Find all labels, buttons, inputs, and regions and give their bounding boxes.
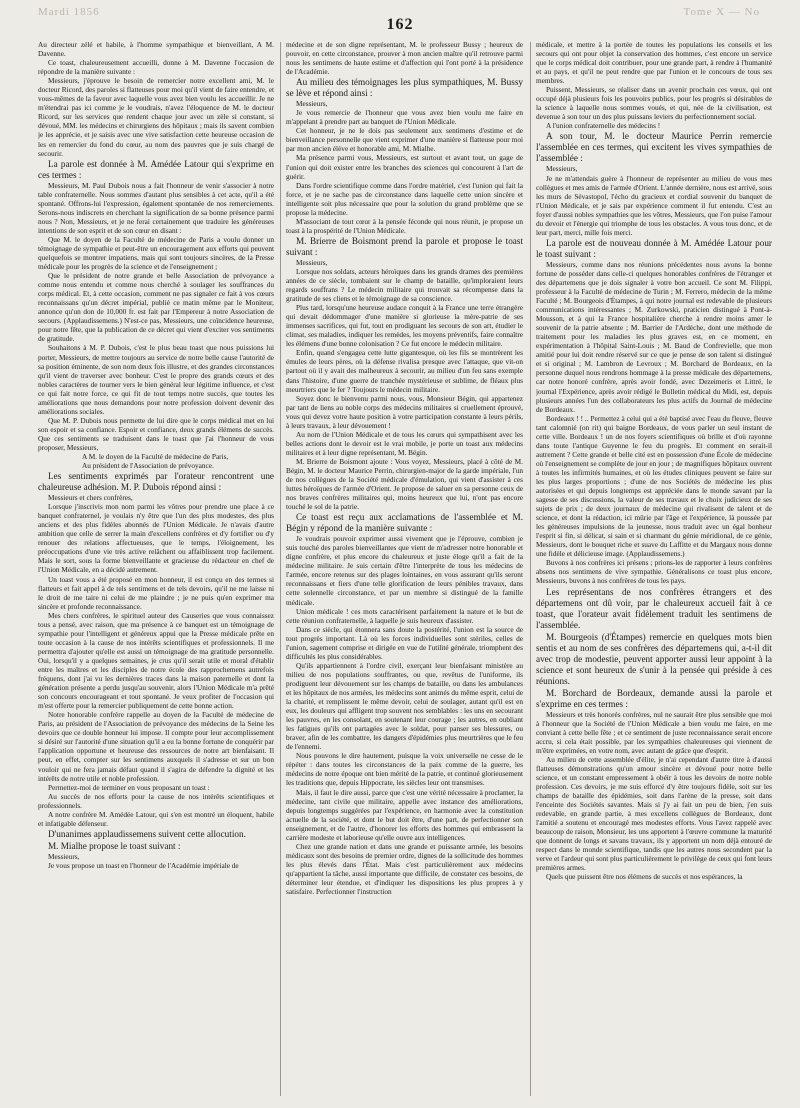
bleed-through-text-right: Tome X — No — [683, 6, 760, 18]
text-column-3 — [536, 40, 772, 1100]
paragraph: Que M. P. Dubois nous permette de lui dire que le corps médical met en lui son espoir et sa confiance. Espoir et confiance, deux grands élémens de succès. Que ces sentiments se traduisent dans le toast que j'ai l'honneur de vous proposer, Messieurs, — [38, 415, 274, 452]
paragraph: Messieurs, — [48, 851, 80, 861]
paragraph: Messieurs, — [296, 99, 328, 109]
paragraph: Messieurs et très honorés confrères, nul ne saurait être plus sensible que moi à l'honneur que la Société de l'Union Médicale a bien voulu me faire, en me conviant à cette belle fête ; et ce sentiment de juste reconnaissance serait encore accru, si cela était possible, par les sympathies chaleureuses qui viennent de m'être exprimées, en votre nom, avec autant de grâce que d'esprit. — [536, 709, 772, 755]
paragraph: Notre honorable confrère rappelle au doyen de la Faculté de médecine de Paris, au président de l'Association de prévoyance des médecins de la Seine les devoirs que ce double honneur lui impose. Il compte pour leur accomplissement si désiré sur l'autorité d'une situation qu'il a eu la bonne fortune de conquérir par l'application opportune et heureuse des ressources de notre art bienfaisant. Il peut, en effet, compter sur les sentimens auxquels il s'adresse et sur un bon vouloir qui ne fera jamais défaut quand il s'agira de défendre la dignité et les intérêts de notre utile et noble profession. — [38, 710, 274, 783]
paragraph: Enfin, quand s'engagea cette lutte gigantesque, où les fils se montrèrent les émules de leurs pères, où la défense rivalisa presque avec l'attaque, que vit-on partout où il y avait des malheureux à secourir, au milieu d'un feu sans exemple dans l'histoire, d'une guerre de tranchée mystérieuse et sublime, de fléaux plus meurtriers que le fer ? Toujours le médecin militaire. — [286, 348, 523, 394]
paragraph: Mais, il faut le dire aussi, parce que c'est une vérité nécessaire à proclamer, la médecine, tant civile que militaire, appelle avec instance des améliorations, depuis longtemps suggérées par l'expérience, en harmonie avec la constitution actuelle de la société, et dont le but doit être, d'une part, de perfectionner son enseignement, et de l'autre, d'honorer les efforts des hommes qui embrassent la carrière modeste et laborieuse qu'elle ouvre aux intelligences. — [286, 787, 523, 842]
paragraph: Je vous remercie de l'honneur que vous avez bien voulu me faire en m'appelant à prendre part au banquet de l'Union Médicale. — [286, 108, 523, 127]
paragraph: Je vous propose un toast en l'honneur de l'Académie impériale de — [48, 860, 239, 870]
paragraph: Cet honneur, je ne le dois pas seulement aux sentimens d'estime et de bienveillance personnelle que vient exprimer d'une manière si flatteuse pour moi par mon ancien élève et honorable ami, M. Mialhe. — [286, 126, 523, 154]
speaker-intro: Les sentiments exprimés par l'orateur rencontrent une chaleureuse adhésion. M. P. Dubois répond ainsi : — [38, 471, 274, 493]
speaker-intro: M. Brierre de Boismont prend la parole et propose le toast suivant : — [286, 235, 523, 257]
paragraph: Ma présence parmi vous, Messieurs, est surtout et avant tout, un gage de l'union qui doit exister entre les branches des sciences qui concourent à l'art de guérir. — [286, 153, 523, 181]
paragraph: Messieurs et chers confrères, — [48, 493, 133, 503]
paragraph: Messieurs, j'éprouve le besoin de remercier notre excellent ami, M. le docteur Ricord, des paroles si flatteuses pour moi qu'il vient de faire entendre, et vous-mêmes de la faveur avec laquelle vous avez bien voulu les accueillir. Je ne m'étendrai pas ici comme je le voudrais, n'avez l'éloquence de M. le docteur Ricord, sur les services que rendent chaque jour avec un zèle si constant, si dévoué, MM. les médecins et chirurgiens des hôpitaux ; mais ils savent combien je les apprécie, et je saisis avec une vive satisfaction cette heureuse occasion de les en remercier du fond du cœur, au nom des pauvres que je suis chargé de secourir. — [38, 76, 274, 158]
paragraph: Nous pouvons le dire hautement, puisque la voix universelle ne cesse de le répéter : dans toutes les circonstances de la paix comme de la guerre, les médecins de notre époque ont bien mérité de la patrie, et continué glorieusement les traditions que, depuis Hippocrate, les siècles leur ont transmises. — [286, 751, 523, 788]
paragraph: Dans ce siècle, qui étonnera sans doute la postérité, l'union est la source de tout progrès important. Là où les forces individuelles sont stériles, celles de l'union, sagement comprise et dirigée en vue de l'utilité générale, triomphent des difficultés les plus considérables. — [286, 624, 523, 661]
paragraph: Soyez donc le bienvenu parmi nous, vous, Monsieur Bégin, qui appartenez par tant de liens au noble corps des médecins militaires si cruellement éprouvé, vous qui devez votre haute position à votre participation constante à leurs périls, à leurs travaux, à leur dévouement ! — [286, 393, 523, 430]
speaker-intro: Les représentans de nos confrères étrangers et des départemens ont dû voir, par le chaleureux accueil fait à ce toast, que l'orateur avait fidèlement traduit les sentimens de l'assemblée. — [536, 586, 772, 630]
text-column-1 — [38, 40, 274, 1100]
paragraph: Je voudrais pouvoir exprimer aussi vivement que je l'éprouve, combien je suis touché des paroles bienveillantes que vient de m'adresser notre honorable et digne confrère, et plus encore du chaleureux et juste éloge qu'il a fait de la médecine militaire. Je suis certain d'être l'interprète de tous les médecins de l'armée, encore retenus sur des plages lointaines, en vous assurant qu'ils seront reconnaissans et fiers d'une telle glorification de leurs pénibles travaux, dans cette solennelle circonstance, et par un membre si distingué de la famille médicale. — [286, 534, 523, 607]
paragraph: Je ne m'attendais guère à l'honneur de représenter au milieu de vous mes collègues et mes amis de l'armée d'Orient. L'année dernière, nous est arrivé, sous les murs de Sévastopol, l'écho du gracieux et cordial souvenir du banquet de l'Union Médicale, et je sais par expérience comment il fut entendu. C'est au foyer d'aussi nobles sympathies que les vôtres, Messieurs, que l'on puise l'amour du devoir et l'énergie qui triomphe de tous les obstacles. A vous tous donc, et de leur part, merci, mille fois merci. — [536, 173, 772, 237]
paragraph: Qu'ils appartiennent à l'ordre civil, exerçant leur bienfaisant ministère au milieu de nos populations souffrantes, ou que, revêtus de l'uniforme, ils prodiguent leur dévouement sur les champs de bataille, ou dans les ambulances et les hôpitaux de nos armées, les médecins sont animés du même esprit, celui de la charité, et remplissent le même devoir, celui de soulager, autant qu'il est en eux, les douleurs qui affligent trop souvent nos semblables : les uns en secourant les pauvres, en les consolant, en soutenant leur courage ; les autres, en oubliant les fatigues qu'ils ont partagées avec le soldat, pour panser ses blessures, ou braver, afin de les combattre, les dangers d'épidémies plus meurtrières que le feu de l'ennemi. — [286, 660, 523, 752]
paragraph: Au milieu de cette assemblée d'élite, je n'ai cependant d'autre titre à d'aussi flatteuses démonstrations qu'un amour sincère et dévoué pour notre belle science, et un constant empressement à obéir à tous les devoirs de notre noble profession. Ces devoirs, je me suis efforcé d'y être toujours fidèle, soit sur les champs de bataille des épidémies, soit dans l'arène de la presse, soit dans l'enceinte des Sociétés savantes. Mais si j'y ai fait un peu de bien, j'en suis redevable, en grande partie, à mes excellens collègues de Bordeaux, dont l'amitié a soutenu et encouragé mes modestes efforts. Vous l'avez rappelé avec beaucoup de raison, Monsieur, les uns apportent à l'œuvre commune la maturité que donnent de longs et savans travaux, ils y apportent un nom déjà entouré de respect dans le monde scientifique, tandis que les autres nous secondent par la verve et l'ardeur qui sont plus particulièrement le privilège de ceux qui font leurs premières armes. — [536, 754, 772, 873]
paragraph: Plus tard, lorsqu'une heureuse audace conquit à la France une terre étrangère qui devait dédommager d'une manière si glorieuse la mère-patrie de ses immenses sacrifices, qui fut, tout en prodiguant les secours de son art, étudier le climat, ses maladies, indiquer les remèdes, les moyens préventifs, faire connaître les élémens d'une bonne colonisation ? Ce fut encore le médecin militaire. — [286, 303, 523, 349]
toast-dedication: A M. le doyen de la Faculté de médecine de Paris, — [82, 452, 229, 462]
paragraph: Que M. le doyen de la Faculté de médecine de Paris a voulu donner un témoignage de sympathie et peut-être un encouragement aux efforts qui peuvent quelquefois se montrer impatiens, mais qui sont toujours sincères, de la Presse médicale pour les progrès de la science et de l'enseignement ; — [38, 234, 274, 272]
speaker-intro: M. Borchard de Bordeaux, demande aussi la parole et s'exprime en ces termes : — [536, 687, 772, 709]
paragraph: Que le président de notre grande et belle Association de prévoyance a comme nous entendu et comme nous cherché à soulager les souffrances du corps médical. Et, à cette occasion, comment ne pas signaler ce fait à vos cœurs reconnaissans qu'un décret impérial, publié ce matin même par le Moniteur, annonce qu'un don de 10,000 fr. est fait par l'Empereur à notre Association de secours. (Applaudissemens.) N'est-ce pas, Messieurs, une coïncidence heureuse, pour notre fête, que la publication de ce décret qui vient d'exciter vos sentiments de gratitude. — [38, 271, 274, 344]
paragraph: Ce toast, chaleureusement accueilli, donne à M. Davenne l'occasion de répondre de la manière suivante : — [38, 58, 274, 77]
speaker-intro: La parole est de nouveau donnée à M. Amédée Latour pour le toast suivant : — [536, 237, 772, 259]
column-rule — [530, 42, 531, 1096]
speaker-intro: Au milieu des témoignages les plus sympathiques, M. Bussy se lève et répond ainsi : — [286, 77, 523, 99]
speaker-intro: M. Mialhe propose le toast suivant : — [48, 840, 181, 851]
paragraph: Messieurs, — [546, 164, 578, 174]
paragraph: Puissent, Messieurs, se réaliser dans un avenir prochain ces vœux, qui ont occupé déjà plusieurs fois les pouvoirs publics, pour les progrès si désirables de la science à laquelle nous sommes voués, et qui, née de la civilisation, est devenue à son tour un des plus puissans leviers du perfectionnement social. — [536, 85, 772, 122]
paragraph: Bordeaux ! ! .. Permettez à celui qui a été baptisé avec l'eau du fleuve, fleuve tant calomnié (on rit) qui baigne Bordeaux, de vous parler un seul instant de cette ville. Bordeaux ! un de nos foyers scientifiques où brille et d'où rayonne dans toute l'antique Guyenne le feu du progrès. Et comment en serait-il autrement ? Cette grande et belle cité est en possession d'une École de médecine où l'enseignement se complète de jour en jour ; de magnifiques hôpitaux ouvrent à toutes les infirmités humaines, et où les études cliniques peuvent se faire sur les plus larges proportions ; d'une de nos Sociétés de médecine les plus autorisées et qui depuis longtemps est appréciée dans le monde savant par la sagesse de ses discussions, la valeur de ses travaux et le choix judicieux de ses sujets de prix ; de deux journaux de médecine qui rivalisent de talent et de science, et dont la rédaction, ici mûrie par l'âge et l'expérience, là poussée par les généreuses impulsions de la jeunesse, nous traduit avec un égal bonheur l'esprit si fin, si délicat, si sain et si charmant du génie méridional, de ce génie, Messieurs, dont le bouquet riche et suave du Laffitte et du Margaux nous donne une fidèle et délicieuse image. (Applaudissemens.) — [536, 413, 772, 559]
paragraph: Quels que puissent être nos élémens de succès et nos espérances, la — [546, 872, 743, 882]
page-header — [0, 0, 800, 36]
paragraph: médecine et de son digne représentant, M. le professeur Bussy ; heureux de pouvoir, en cette circonstance, prouver à mon ancien maître qu'il retrouve parmi nous les sentimens de haute estime et d'affection qui l'ont porté à la présidence de l'Académie. — [286, 40, 523, 77]
paragraph: Union médicale ! ces mots caractérisent parfaitement la nature et le but de cette réunion confraternelle, à laquelle je suis heureux d'assister. — [286, 606, 523, 625]
paragraph: M'associant de tout cœur à la pensée féconde qui nous réunit, je propose un toast à la prospérité de l'Union Médicale. — [286, 216, 523, 235]
speaker-intro: M. Bourgeois (d'Étampes) remercie en quelques mots bien sentis et au nom de ses confrères des départemens qui, a-t-il dit avec trop de modestie, peuvent apporter aussi leur appoint à la science et sont heureux de s'unir à la pensée qui préside à ces réunions. — [536, 631, 772, 686]
paragraph: Mes chers confrères, le spirituel auteur des Causeries que vous connaissez tous a pensé, avec raison, que ma présence à ce banquet est un témoignage de sympathie pour l'intelligent et généreux appui que la Presse médicale prête en toute occasion à la cause de nos intérêts scientifiques et professionnels. Il me permettra d'ajouter qu'elle est aussi un témoignage de ma gratitude personnelle. Oui, lorsqu'il y a quelques semaines, je crus qu'il serait utile et moral d'établir entre les maîtres et les disciples de notre école des rapprochemens autrefois fréquens, dont j'ai vu les dernières traces dans la maison paternelle et dont la génération présente a perdu jusqu'au souvenir, alors l'Union Médicale m'a prêté son concours encourageant et tout spontané. Je veux profiter de l'occasion qui m'est offerte pour la remercier publiquement de cette bonne action. — [38, 610, 274, 711]
speaker-intro: A son tour, M. le docteur Maurice Perrin remercie l'assemblée en ces termes, qui excitent les vives sympathies de l'assemblée : — [536, 131, 772, 164]
paragraph: Au nom de l'Union Médicale et de tous les cœurs qui sympathisent avec les belles actions dont le devoir est le vrai mobile, je porte un toast aux médecins militaires et à leur digne représentant, M. Bégin. — [286, 429, 523, 457]
paragraph: Lorsque nos soldats, acteurs héroïques dans les grands drames des premières années de ce siècle, tombaient sur le champ de bataille, qu'imploraient leurs regards souffrans ? Le médecin militaire qui trouvait sa récompense dans la gratitude de ses cliens et le témoignage de sa conscience. — [286, 266, 523, 304]
page-number: 162 — [386, 16, 414, 33]
paragraph: Messieurs, comme dans nos réunions précédentes nous avons la bonne fortune de posséder dans celle-ci quelques honorables confrères de l'étranger et des départemens que je dois signaler à votre bon accueil. Ce sont M. Filippi, professeur à la Faculté de médecine de Turin ; M. Ferrero, médecin de la même Faculté ; M. Bourgeois d'Étampes, à qui notre journal est redevable de plusieurs communications intéressantes ; M. Zurkowski, praticien distingué à Pont-à-Mousson, et à qui la France hospitalière cherche à rendre moins amer le souvenir de la patrie absente ; M. Barrier de l'Ardèche, dont une méthode de traitement pour les maladies les plus graves est, en ce moment, en expérimentation à l'hôpital Saint-Louis ; M. Baud de Confrevielle, que mon amitié pour lui doit rendre réservé sur ce que je pense de son talent si distingué et si original ; M. Lambron de Levroux ; M. Borchard de Bordeaux, en la personne duquel nous rendrons hommage à la presse médicale des départemens, car notre honoré confrère, après avoir fondé, avec Dezeimeris et Littré, le journal l'Expérience, après avoir rédigé le Bulletin médical du Midi, est, depuis plusieurs années l'un des collaborateurs les plus actifs du Journal de médecine de Bordeaux. — [536, 259, 772, 414]
paragraph: Un toast vous a été proposé en mon honneur, il est conçu en des termes si flatteurs et fait appel à de tels sentimens et de tels devoirs, qu'il ne me laisse ni le droit de me taire ni celui de me plaindre ; je ne puis qu'en exprimer ma sincère et profonde reconnaissance. — [38, 574, 274, 611]
paragraph: Souhaitons à M. P. Dubois, c'est le plus beau toast que nous puissions lui porter, Messieurs, de mettre toujours au service de notre belle cause l'autorité de sa position éminente, de son nom deux fois illustre, et des grandes circonstances qu'il vient de traverser avec bonheur. C'est le propre des grands cœurs et des nobles caractères de tourner vers le bien général leur légitime influence, et c'est ce qui fait notre force, ce qui fit de tout temps notre succès, que toutes les améliorations que nous demandons pour notre profession doivent devenir des améliorations sociales. — [38, 343, 274, 416]
paragraph: M. Brierre de Boismont ajoute : Vous voyez, Messieurs, placé à côté de M. Bégin, M. le docteur Maurice Perrin, chirurgien-major de la garde impériale, l'un de nos collègues de la Société médicale d'émulation, qui vient d'assister à ces luttes héroïques de l'armée d'Orient. Je propose de saluer en sa personne ceux de nos braves confrères militaires qui, moins heureux que lui, n'ont pas encore touché le sol de la patrie. — [286, 456, 523, 512]
paragraph: A l'union confraternelle des médecins ! — [546, 121, 661, 131]
speaker-intro: Ce toast est reçu aux acclamations de l'assemblée et M. Bégin y répond de la manière suivante : — [286, 512, 523, 534]
column-rule — [280, 42, 281, 1096]
bleed-through-text-left: Mardi 1856 — [38, 6, 100, 18]
paragraph: Au succès de nos efforts pour la cause de nos intérêts scientifiques et professionnels. — [38, 791, 274, 810]
speaker-intro: D'unanimes applaudissemens suivent cette allocution. — [48, 828, 246, 839]
paragraph: Dans l'ordre scientifique comme dans l'ordre matériel, c'est l'union qui fait la force, et je ne sache pas de circonstance dans laquelle cette union sincère et intelligente soit plus nécessaire que pour la solution du grand problème que se propose la médecine. — [286, 180, 523, 217]
paragraph: Permettez-moi de terminer en vous proposant un toast : — [48, 782, 210, 792]
speaker-intro: La parole est donnée à M. Amédée Latour qui s'exprime en ces termes : — [38, 158, 274, 180]
paragraph: Au directeur zélé et habile, à l'homme sympathique et bienveillant, A M. Davenne. — [38, 40, 274, 59]
paragraph: médicale, et mettre à la portée de toutes les populations les conseils et les secours qui ont pour objet la conservation des hommes, c'est encore un service que le corps médical doit contribuer, pour une grande part, à rendre à l'humanité et au pays, et qu'il ne peut rendre que par l'union et le concours de tous ses membres. — [536, 40, 772, 86]
paragraph: Chez une grande nation et dans une grande et puissante armée, les besoins médicaux sont des besoins de premier ordre, dignes de la sollicitude des hommes les plus élevés dans l'État. Mais c'est particulièrement aux médecins qu'appartient la tâche, aussi importante que difficile, de constater ces besoins, de déterminer leur étendue, et d'indiquer les dispositions les plus propres à y satisfaire. Perfectionner l'instruction — [286, 841, 523, 897]
paragraph: Messieurs, M. Paul Dubois nous a fait l'honneur de venir s'associer à notre table confraternelle. Nous sommes d'autant plus sensibles à cet acte, qu'il a été spontané. Offrons-lui l'expression, également spontanée de nos remerciements. Serons-nous indiscrets en cherchant la signification de sa bonne présence parmi nous ? Non, Messieurs, et je ne ferai certainement que traduire les généreuses intentions de son esprit et de son cœur en disant : — [38, 180, 274, 235]
paragraph: A notre confrère M. Amédée Latour, qui s'en est montré un éloquent, habile et infatigable défenseur. — [38, 809, 274, 828]
paragraph: Messieurs, — [296, 257, 328, 267]
text-column-2 — [286, 40, 523, 1100]
paragraph: Buvons à nos confrères ici présens ; prions-les de rapporter à leurs confrères absens nos sentimens de vive sympathie. Généralisons ce toast plus encore, Messieurs, buvons à nos confrères de tous les pays. — [536, 558, 772, 586]
toast-dedication: Au président de l'Association de prévoyance. — [82, 461, 214, 471]
paragraph: Lorsque j'inscrivis mon nom parmi les vôtres pour prendre une place à ce banquet confraternel, je voulais n'y être que l'un des plus modestes, des plus anciens et des plus fidèles abonnés de l'Union Médicale. Je n'avais d'autre ambition que celle de serrer la main d'excellens confrères et d'y fortifier ou d'y renouer des relations affectueuses, que le temps, l'éloignement, les préoccupations d'une vie très active relâchent ou affaiblissent trop facilement. Mais le sort, sous la forme bienveillante et gracieuse du rédacteur en chef de l'Union Médicale, en a décidé autrement. — [38, 502, 274, 575]
